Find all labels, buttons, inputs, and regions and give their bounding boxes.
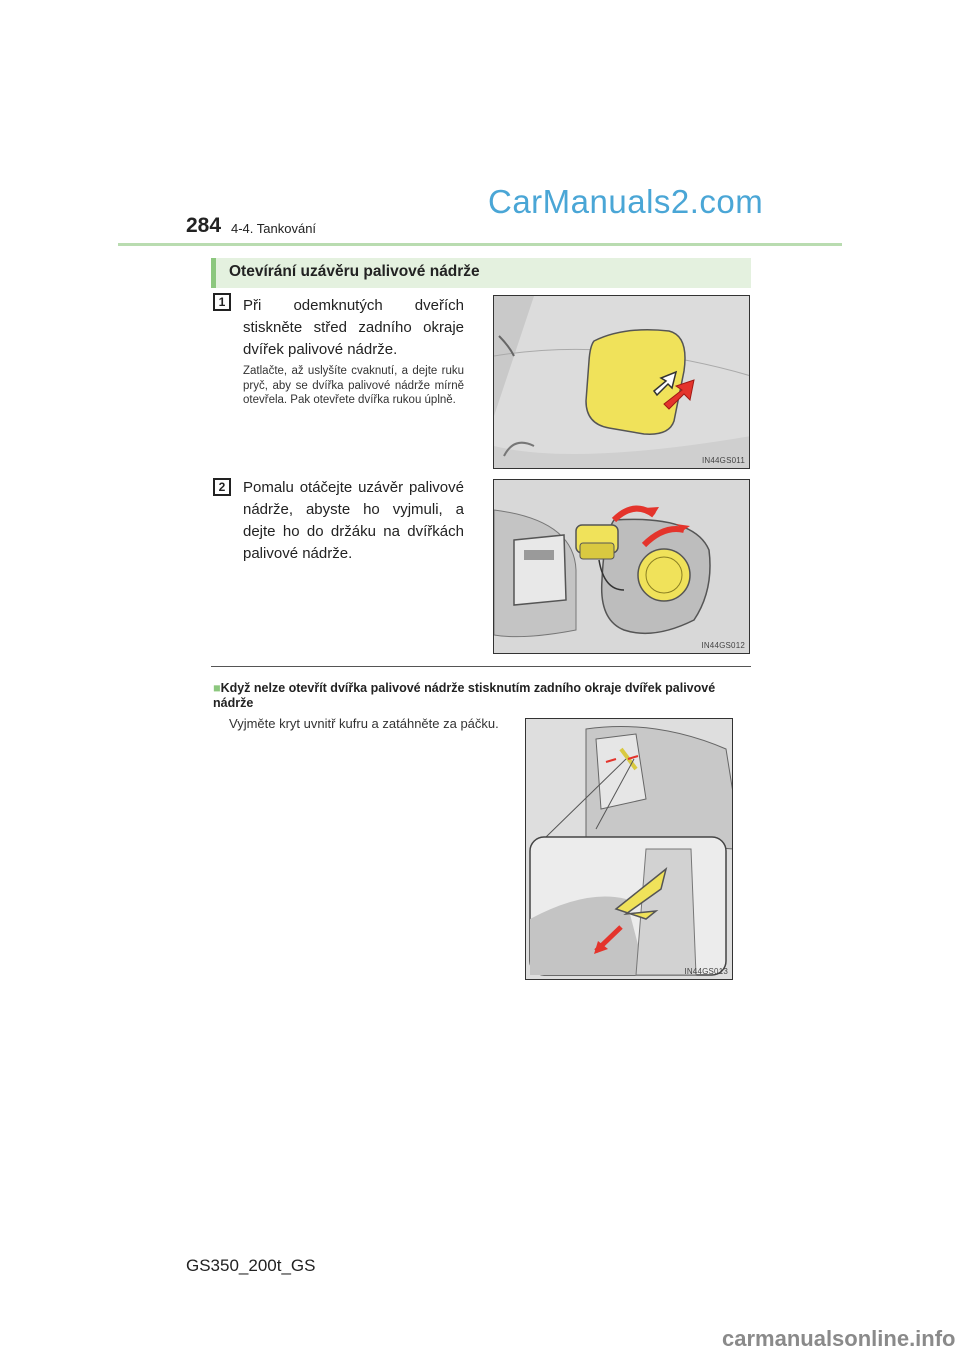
fuel-door-push-figure — [493, 295, 750, 469]
step-2-text: Pomalu otáčejte uzávěr palivové nádrže, abyste ho vyjmuli, a dejte ho do držáku na dvířkách palivové nádrže. — [243, 479, 464, 562]
fuel-door-illustration — [494, 296, 750, 469]
section-heading-text: Otevírání uzávěru palivové nádrže — [229, 263, 480, 280]
fuel-cap-remove-figure — [493, 479, 750, 654]
section-divider — [211, 666, 751, 667]
figure-code-2: IN44GS012 — [701, 641, 745, 650]
fuel-cap-illustration — [494, 480, 750, 654]
header-rule — [118, 243, 842, 246]
note-heading-text: Když nelze otevřít dvířka palivové nádrže stisknutím zadního okraje dvířek palivové nádrže — [213, 681, 716, 710]
figure-code-3: IN44GS013 — [684, 967, 728, 976]
footer-model: GS350_200t_GS — [186, 1256, 316, 1275]
watermark-site: CarManuals2.com — [488, 183, 764, 220]
step-1-note: Zatlačte, až uslyšíte cvaknutí, a dejte ruku pryč, aby se dvířka palivové nádrže mírně otevřela. Pak otevřete dvířka rukou úplně. — [243, 365, 464, 406]
section-heading — [211, 258, 751, 288]
page-number: 284 — [186, 214, 222, 237]
chapter-title: 4-4. Tankování — [231, 221, 317, 236]
watermark-bottom: carmanualsonline.info — [722, 1326, 956, 1351]
figure-code-1: IN44GS011 — [701, 456, 745, 465]
trunk-lever-figure — [525, 718, 733, 980]
note-heading — [213, 681, 753, 711]
step-1-text: Při odemknutých dveřích stiskněte střed zadního okraje dvířek palivové nádrže. — [243, 297, 464, 358]
note-bullet: ■ — [213, 681, 221, 695]
note-text: Vyjměte kryt uvnitř kufru a zatáhněte za páčku. — [229, 716, 499, 731]
step-1-badge: 1 — [213, 293, 231, 311]
step-2-badge: 2 — [213, 478, 231, 496]
trunk-lever-illustration — [526, 719, 733, 980]
